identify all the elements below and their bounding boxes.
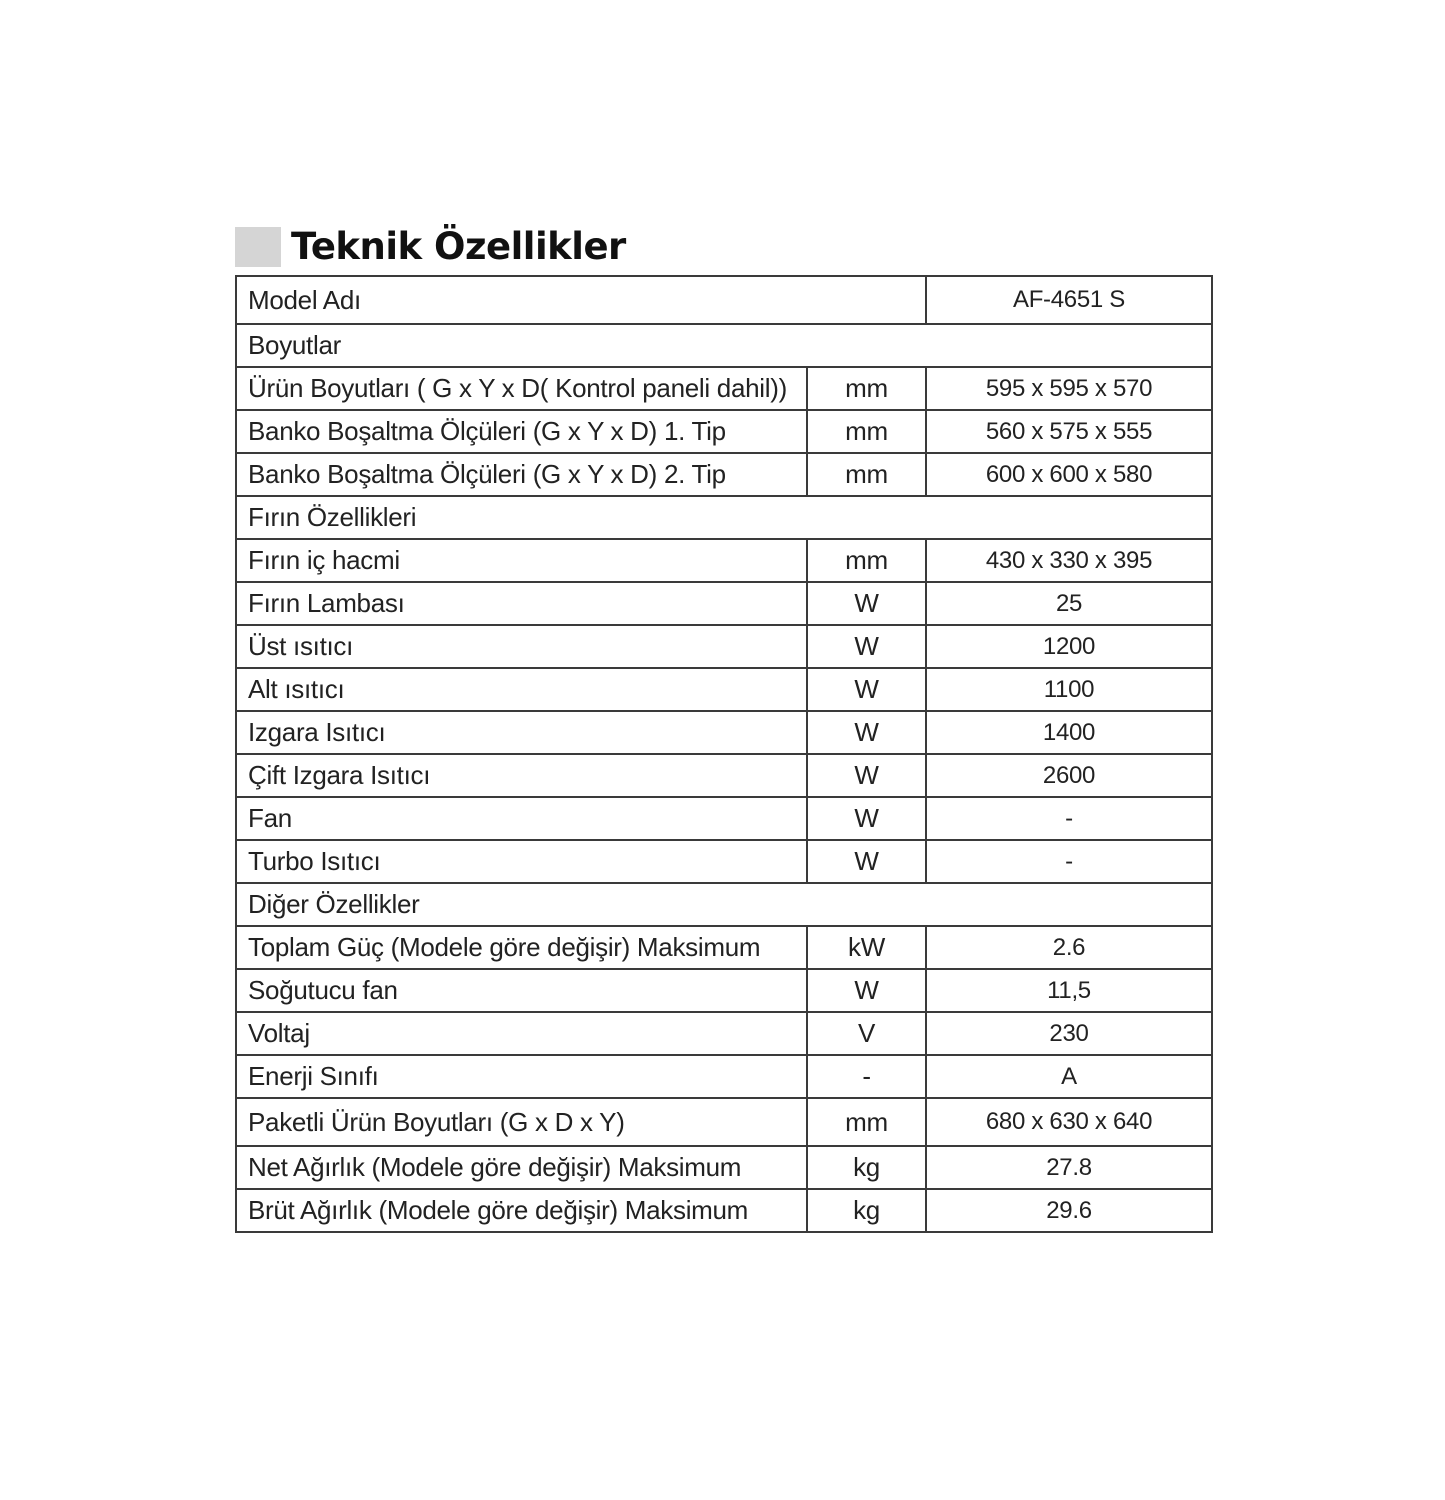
row-value: -	[926, 840, 1212, 883]
row-unit: W	[807, 625, 926, 668]
table-row	[236, 625, 1212, 668]
row-label: Net Ağırlık (Modele göre değişir) Maksimum	[236, 1146, 807, 1189]
row-value: 1100	[926, 668, 1212, 711]
table-row	[236, 453, 1212, 496]
row-value: 11,5	[926, 969, 1212, 1012]
row-label: Soğutucu fan	[236, 969, 807, 1012]
row-label: Ürün Boyutları ( G x Y x D( Kontrol paneli dahil))	[236, 367, 807, 410]
row-value: 27.8	[926, 1146, 1212, 1189]
row-value: 595 x 595 x 570	[926, 367, 1212, 410]
row-value: 680 x 630 x 640	[926, 1098, 1212, 1146]
section-header-row	[236, 883, 1212, 926]
section-header-row	[236, 324, 1212, 367]
row-unit: -	[807, 1055, 926, 1098]
model-value: AF-4651 S	[926, 276, 1212, 324]
row-unit: kg	[807, 1146, 926, 1189]
table-row	[236, 926, 1212, 969]
table-row	[236, 668, 1212, 711]
table-row	[236, 539, 1212, 582]
row-unit: mm	[807, 410, 926, 453]
row-value: 560 x 575 x 555	[926, 410, 1212, 453]
row-label: Alt ısıtıcı	[236, 668, 807, 711]
spec-table	[235, 275, 1213, 1233]
row-unit: mm	[807, 367, 926, 410]
row-unit: W	[807, 668, 926, 711]
row-value: 230	[926, 1012, 1212, 1055]
table-row	[236, 840, 1212, 883]
row-label: Fırın Lambası	[236, 582, 807, 625]
row-unit: W	[807, 840, 926, 883]
row-label: Brüt Ağırlık (Modele göre değişir) Maksimum	[236, 1189, 807, 1232]
section-header-row	[236, 496, 1212, 539]
table-row	[236, 410, 1212, 453]
row-label: Enerji Sınıfı	[236, 1055, 807, 1098]
table-row	[236, 969, 1212, 1012]
row-unit: W	[807, 711, 926, 754]
row-unit: V	[807, 1012, 926, 1055]
row-label: Banko Boşaltma Ölçüleri (G x Y x D) 1. Tip	[236, 410, 807, 453]
row-label: Paketli Ürün Boyutları (G x D x Y)	[236, 1098, 807, 1146]
table-row	[236, 797, 1212, 840]
table-row	[236, 1189, 1212, 1232]
table-row	[236, 367, 1212, 410]
row-unit: mm	[807, 1098, 926, 1146]
row-unit: mm	[807, 539, 926, 582]
row-label: Banko Boşaltma Ölçüleri (G x Y x D) 2. Tip	[236, 453, 807, 496]
table-row	[236, 1098, 1212, 1146]
page-header	[235, 225, 626, 269]
row-value: 25	[926, 582, 1212, 625]
row-value: 29.6	[926, 1189, 1212, 1232]
section-heading-firin: Fırın Özellikleri	[236, 496, 1212, 539]
row-value: A	[926, 1055, 1212, 1098]
row-label: Üst ısıtıcı	[236, 625, 807, 668]
section-heading-boyutlar: Boyutlar	[236, 324, 1212, 367]
row-unit: mm	[807, 453, 926, 496]
row-label: Voltaj	[236, 1012, 807, 1055]
section-heading-diger: Diğer Özellikler	[236, 883, 1212, 926]
row-unit: W	[807, 797, 926, 840]
row-value: 1400	[926, 711, 1212, 754]
row-label: Fan	[236, 797, 807, 840]
row-unit: kg	[807, 1189, 926, 1232]
row-label: Çift Izgara Isıtıcı	[236, 754, 807, 797]
row-label: Turbo Isıtıcı	[236, 840, 807, 883]
model-row	[236, 276, 1212, 324]
row-value: 1200	[926, 625, 1212, 668]
row-value: 2.6	[926, 926, 1212, 969]
table-row	[236, 754, 1212, 797]
table-row	[236, 711, 1212, 754]
table-row	[236, 1012, 1212, 1055]
row-value: 430 x 330 x 395	[926, 539, 1212, 582]
page-title: Teknik Özellikler	[291, 225, 626, 268]
table-row	[236, 582, 1212, 625]
row-value: 600 x 600 x 580	[926, 453, 1212, 496]
row-unit: kW	[807, 926, 926, 969]
row-unit: W	[807, 754, 926, 797]
row-label: Toplam Güç (Modele göre değişir) Maksimum	[236, 926, 807, 969]
row-unit: W	[807, 969, 926, 1012]
table-row	[236, 1146, 1212, 1189]
row-value: 2600	[926, 754, 1212, 797]
table-row	[236, 1055, 1212, 1098]
title-marker	[235, 227, 281, 267]
model-label: Model Adı	[236, 276, 926, 324]
row-label: Izgara Isıtıcı	[236, 711, 807, 754]
row-label: Fırın iç hacmi	[236, 539, 807, 582]
row-value: -	[926, 797, 1212, 840]
row-unit: W	[807, 582, 926, 625]
